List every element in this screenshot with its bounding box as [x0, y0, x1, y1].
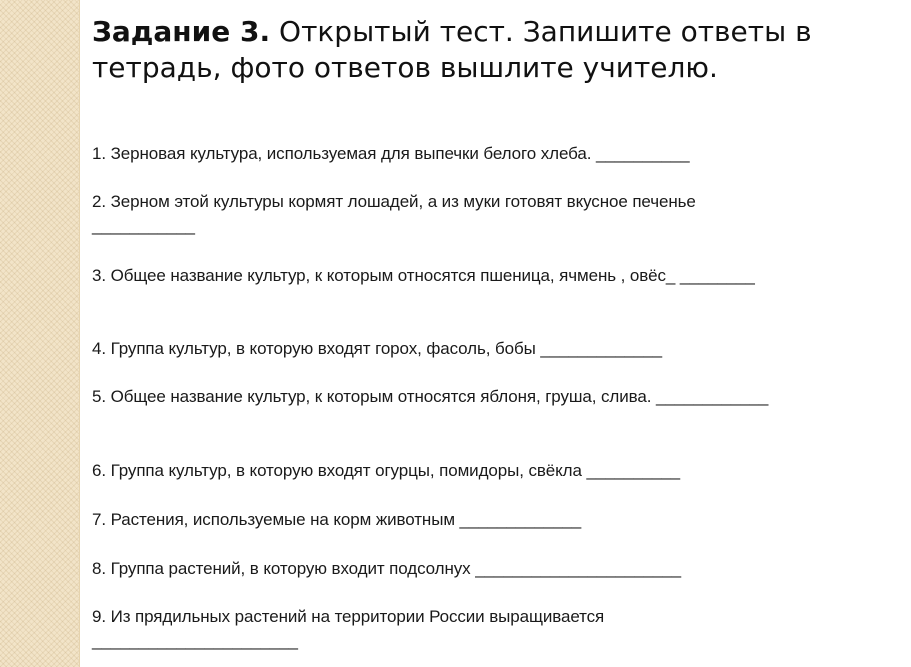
task-content [92, 14, 897, 86]
left-border-edge [79, 0, 80, 667]
question-4: 4. Группа культур, в которую входят горох, фасоль, бобы _____________ [92, 339, 662, 358]
question-9: 9. Из прядильных растений на территории России выращивается ______________________ [92, 607, 605, 650]
question-5: 5. Общее название культур, к которым относятся яблоня, груша, слива. ____________ [92, 387, 769, 406]
question-3: 3. Общее название культур, к которым относятся пшеница, ячмень , овёс_ ________ [92, 266, 755, 285]
question-2: 2. Зерном этой культуры кормят лошадей, а из муки готовят вкусное печенье ___________ [92, 192, 696, 235]
question-8: 8. Группа растений, в которую входит подсолнух ______________________ [92, 559, 681, 578]
question-1: 1. Зерновая культура, используемая для выпечки белого хлеба. __________ [92, 144, 690, 163]
decorative-left-border [0, 0, 80, 667]
question-6: 6. Группа культур, в которую входят огурцы, помидоры, свёкла __________ [92, 461, 681, 480]
question-7: 7. Растения, используемые на корм животным _____________ [92, 510, 582, 529]
task-heading-lead: Задание 3. [92, 15, 271, 48]
task-heading-text: Открытый тест. Запишите ответы в тетрадь, фото ответов вышлите учителю. [92, 15, 812, 84]
task-heading [92, 14, 897, 86]
